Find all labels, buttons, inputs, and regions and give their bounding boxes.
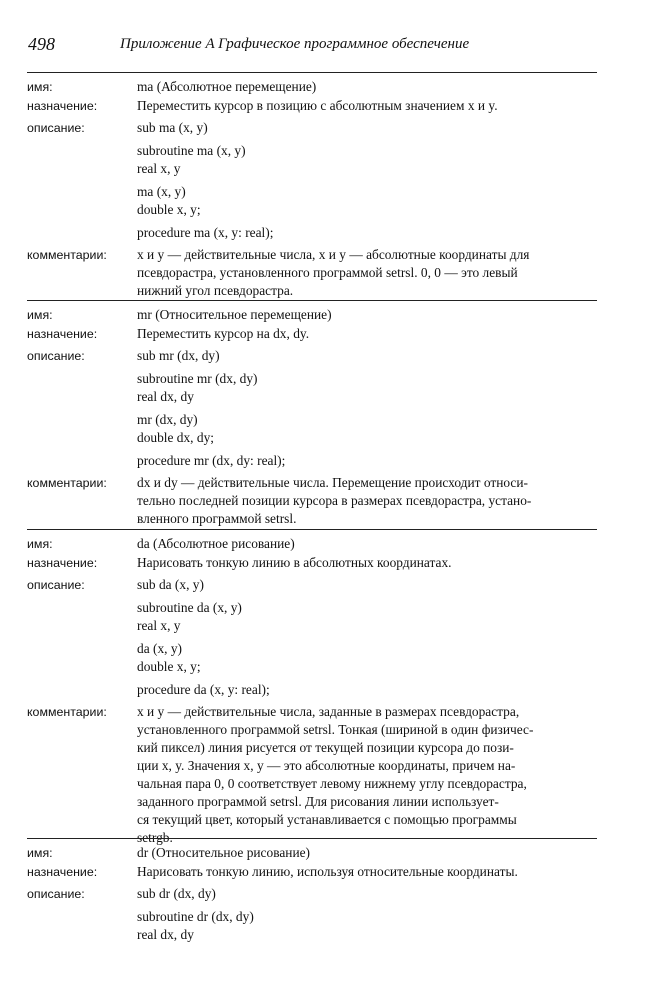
comment-line: setrgb. — [137, 830, 173, 845]
entry-name: mr (Относительное перемещение) — [137, 307, 332, 322]
entry-purpose: Переместить курсор на dx, dy. — [137, 326, 310, 341]
description-label: описание: — [27, 121, 85, 135]
fortran-declaration: real dx, dy — [137, 927, 194, 942]
entry-name: dr (Относительное рисование) — [137, 845, 311, 860]
name-label: имя: — [27, 80, 53, 94]
entry-mr — [27, 300, 597, 528]
basic-signature: sub da (x, y) — [137, 577, 204, 592]
comments-label: комментарии: — [27, 248, 107, 262]
comment-line: ции x, y. Значения x, y — это абсолютные координаты, причем на- — [137, 758, 516, 773]
c-signature: da (x, y) — [137, 641, 182, 656]
comment-block — [27, 474, 597, 528]
name-label: имя: — [27, 537, 53, 551]
name-label: имя: — [27, 308, 53, 322]
purpose-label: назначение: — [27, 865, 98, 879]
comment-line: псевдорастра, установленного программой setrsl. 0, 0 — это левый — [137, 265, 518, 280]
pascal-signature: procedure da (x, y: real); — [137, 682, 270, 697]
entry-ma — [27, 72, 597, 300]
fortran-signature: subroutine ma (x, y) — [137, 143, 246, 158]
c-declaration: double x, y; — [137, 202, 201, 217]
name-label: имя: — [27, 846, 53, 860]
pascal-signature: procedure mr (dx, dy: real); — [137, 453, 286, 468]
entry-purpose: Нарисовать тонкую линию в абсолютных координатах. — [137, 555, 452, 570]
description-label: описание: — [27, 349, 85, 363]
comment-line: ся текущий цвет, который устанавливается с помощью программы — [137, 812, 517, 827]
fortran-signature: subroutine da (x, y) — [137, 600, 242, 615]
purpose-label: назначение: — [27, 327, 98, 341]
basic-signature: sub ma (x, y) — [137, 120, 208, 135]
comments-label: комментарии: — [27, 476, 107, 490]
pascal-signature: procedure ma (x, y: real); — [137, 225, 274, 240]
description-block — [27, 885, 597, 944]
comment-block — [27, 246, 597, 300]
comment-block — [27, 703, 597, 847]
running-title: Приложение A Графическое программное обеспечение — [120, 36, 470, 52]
comment-line: кий пиксел) линия рисуется от текущей позиции курсора до пози- — [137, 740, 514, 755]
page-header — [0, 34, 666, 58]
entry-purpose: Переместить курсор в позицию с абсолютным значением x и y. — [137, 98, 498, 113]
basic-signature: sub dr (dx, dy) — [137, 886, 216, 901]
entry-name: da (Абсолютное рисование) — [137, 536, 295, 551]
comment-line: x и y — действительные числа, x и y — абсолютные координаты для — [137, 247, 530, 262]
basic-signature: sub mr (dx, dy) — [137, 348, 220, 363]
comment-line: dx и dy — действительные числа. Перемещение происходит относи- — [137, 475, 528, 490]
description-block — [27, 347, 597, 470]
comments-label: комментарии: — [27, 705, 107, 719]
purpose-label: назначение: — [27, 556, 98, 570]
description-block — [27, 576, 597, 699]
entry-purpose: Нарисовать тонкую линию, используя относительные координаты. — [137, 864, 518, 879]
comment-line: нижний угол псевдорастра. — [137, 283, 294, 298]
comment-line: тельно последней позиции курсора в размерах псевдорастра, устано- — [137, 493, 532, 508]
fortran-declaration: real x, y — [137, 618, 181, 633]
entry-name: ma (Абсолютное перемещение) — [137, 79, 317, 94]
description-label: описание: — [27, 887, 85, 901]
comment-line: заданного программой setrsl. Для рисования линии использует- — [137, 794, 499, 809]
c-declaration: double x, y; — [137, 659, 201, 674]
entry-dr — [27, 838, 597, 944]
fortran-signature: subroutine mr (dx, dy) — [137, 371, 258, 386]
c-signature: ma (x, y) — [137, 184, 186, 199]
description-label: описание: — [27, 578, 85, 592]
entry-da — [27, 529, 597, 847]
c-declaration: double dx, dy; — [137, 430, 214, 445]
c-signature: mr (dx, dy) — [137, 412, 198, 427]
fortran-declaration: real dx, dy — [137, 389, 194, 404]
comment-line: вленного программой setrsl. — [137, 511, 297, 526]
fortran-declaration: real x, y — [137, 161, 181, 176]
comment-line: чальная пара 0, 0 соответствует левому нижнему углу псевдорастра, — [137, 776, 527, 791]
comment-line: установленного программой setrsl. Тонкая (шириной в один физичес- — [137, 722, 534, 737]
fortran-signature: subroutine dr (dx, dy) — [137, 909, 254, 924]
purpose-label: назначение: — [27, 99, 98, 113]
description-block — [27, 119, 597, 242]
page-number: 498 — [28, 34, 55, 54]
comment-line: x и y — действительные числа, заданные в размерах псевдорастра, — [137, 704, 520, 719]
